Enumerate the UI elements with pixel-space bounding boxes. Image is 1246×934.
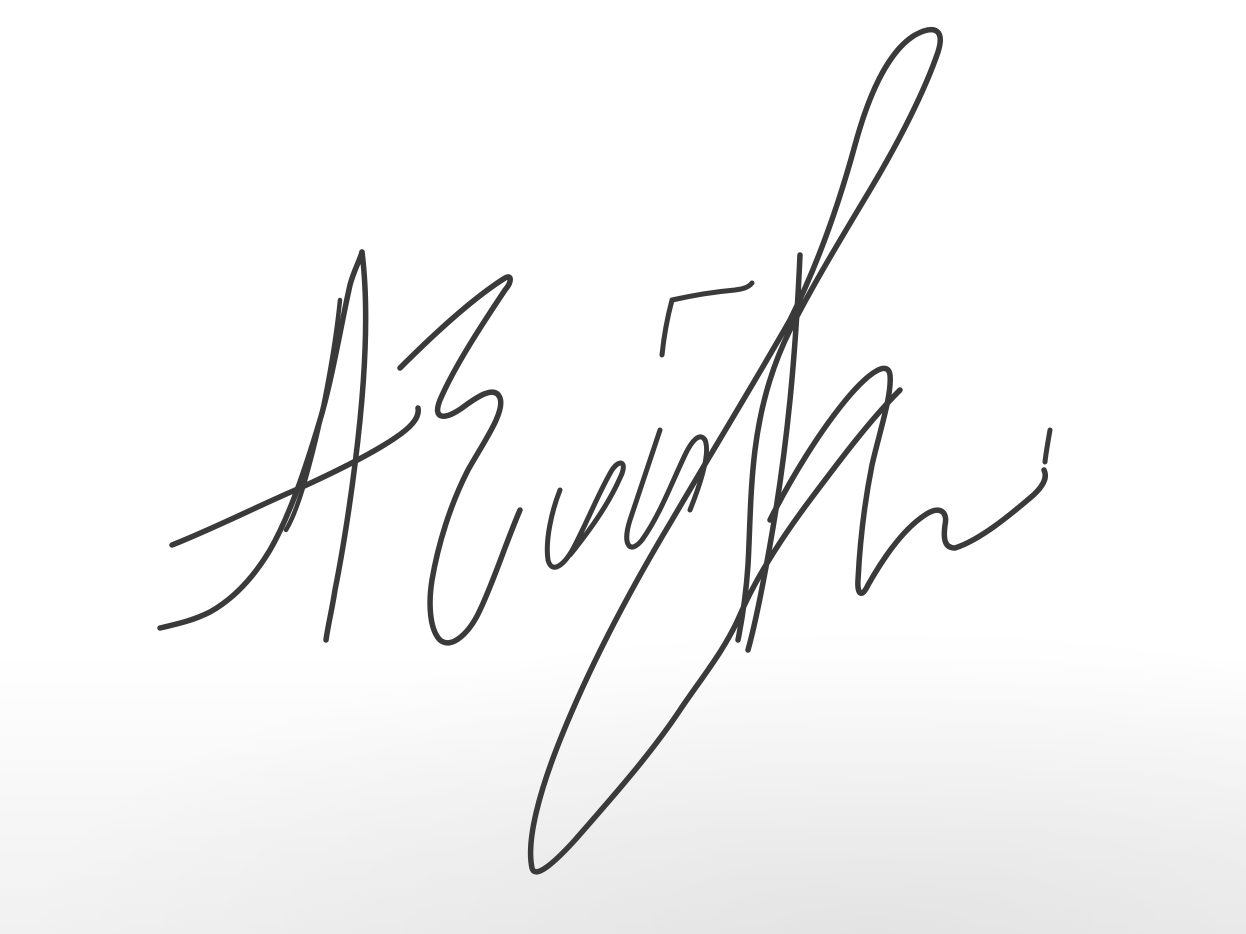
signature-stroke-a-crossbar bbox=[172, 408, 418, 545]
signature-stroke-breve bbox=[662, 283, 752, 355]
signature-stroke-a-left-leg bbox=[160, 252, 362, 628]
signature-stroke-hump bbox=[770, 368, 1045, 593]
signature-stroke-tall-loop bbox=[531, 30, 941, 872]
signature-stroke-z bbox=[400, 277, 520, 643]
signature-stroke-loop-small bbox=[547, 463, 623, 567]
signature-stroke-tick bbox=[1045, 430, 1050, 462]
